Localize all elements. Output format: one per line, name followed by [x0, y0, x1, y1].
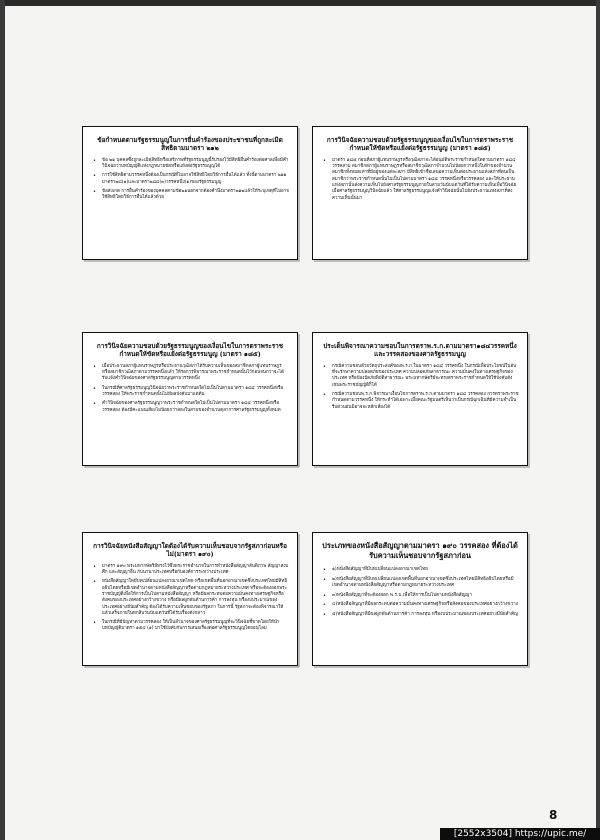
slide-title: การวินิจฉัยความชอบด้วยรัฐธรรมนูญของเงื่อนไขในการตราพระราชกำหนดให้ขัดหรือแย้งต่อรัฐธรรมนูญ (มาตรา ๑๘๕) [96, 342, 284, 359]
bullet-list [313, 364, 527, 411]
footer-text: [2552x3504] https://upic.me/ [453, 829, 587, 839]
bullet-icon: • [93, 173, 96, 180]
bullet-icon: • [93, 363, 96, 370]
bullet-icon: • [93, 579, 96, 586]
bullet-list [313, 158, 527, 202]
bullet-icon: • [323, 363, 326, 370]
scan-edge-right [596, 0, 600, 840]
slide-1 [82, 126, 298, 260]
page-number: 8 [549, 808, 558, 822]
bullet-icon: • [93, 385, 96, 392]
bullet-item: • มาตรา ๑๙๐ พระมหากษัตริย์ทรงไว้ซึ่งพระราชอำนาจในการทำหนังสือสัญญาสันติภาพ สัญญาสงบศึก และสัญญาอื่น กับนานาประเทศหรือกับองค์การระหว่างประเทศ [93, 563, 289, 576]
bullet-item: • ๕)หนังสือสัญญาที่มีผลผูกพันด้านการค้า การลงทุน หรืองบประมาณของประเทศอย่างมีนัยสำคัญ [323, 611, 518, 618]
scan-edge-top [0, 0, 600, 6]
slide-6 [312, 532, 528, 666]
bullet-list [83, 364, 297, 414]
bullet-list [83, 158, 297, 202]
bullet-item: • มาตรา ๑๘๕ ก่อนที่สภาผู้แทนราษฎรหรือวุฒิสภาจะได้อนุมัติพระราชกำหนดใดตามมาตรา ๑๘๔ วรรคสาม สมาชิกสภาผู้แทนราษฎรหรือสมาชิกวุฒิสภาจำนวนไม่น้อยกว่าหนึ่งในห้าของจำนวนสมาชิกทั้งหมดเท่าที่มีอยู่ของแต่ละสภา มีสิทธิเข้าชื่อเสนอความเห็นต่อประธานแห่งสภาที่ตนเป็นสมาชิกว่าพระราชกำหนดนั้นไม่เป็นไปตามมาตรา ๑๘๔ วรรคหนึ่งหรือวรรคสอง และให้ประธานแห่งสภานั้นส่งความเห็นไปยังศาลรัฐธรรมนูญภายในสามวันนับแต่วันที่ได้รับความเห็นเพื่อวินิจฉัย เมื่อศาลรัฐธรรมนูญวินิจฉัยแล้ว ให้ศาลรัฐธรรมนูญแจ้งคำวินิจฉัยนั้นไปยังประธานแห่งสภาที่ส่งความเห็นนั้นมา [323, 157, 517, 201]
slide-title: ประเด็นพิจารณาความชอบในการตราพ.ร.ก.ตามมาตรา๑๘๔วรรคหนึ่งและวรรคสองของศาลรัฐธรรมนูญ [323, 342, 517, 359]
bullet-item: • เมื่อประธานสภาผู้แทนราษฎรหรือประธานวุฒิสภาได้รับความเห็นของสมาชิกสภาผู้แทนราษฎรหรือสมาชิกวุฒิสภาตามวรรคหนึ่งแล้ว ให้รอการพิจารณาพระราชกำหนดนั้นไว้ก่อนจนกว่าจะได้รับแจ้งคำวินิจฉัยของศาลรัฐธรรมนูญตามวรรคหนึ่ง [93, 363, 284, 382]
bullet-item: • ในกรณีที่ศาลรัฐธรรมนูญวินิจฉัยว่าพระราชกำหนดใดไม่เป็นไปตามมาตรา ๑๘๔ วรรคหนึ่งหรือวรรคสอง ให้พระราชกำหนดนั้นไม่มีผลบังคับมาแต่ต้น [93, 385, 284, 397]
bullet-item: • ๒)หนังสือสัญญาที่มีบทเปลี่ยนแปลงเขตพื้นที่นอกอาณาเขตซึ่งประเทศไทยมีสิทธิอธิปไตยหรือมีเขตอำนาจตามหนังสือสัญญาหรือตามกฎหมายระหว่างประเทศ [323, 576, 514, 589]
bullet-icon: • [93, 620, 96, 627]
bullet-item: • กรณีความชอบด้วยวัตถุประสงค์ของพ.ร.ก.ในมาตรา ๑๘๔ วรรคหนึ่ง ในกรณีเพื่อประโยชน์ในอันที่จะรักษาความปลอดภัยของประเทศ ความปลอดภัยสาธารณะ ความมั่นคงในทางเศรษฐกิจของประเทศ หรือป้องปัดภัยพิบัติสาธารณะ พระมหากษัตริย์จะทรงตราพระราชกำหนดให้ใช้บังคับดังเช่นพระราชบัญญัติก็ได้ [323, 363, 517, 388]
slide-4 [312, 332, 528, 466]
bullet-list [313, 567, 527, 619]
bullet-icon: • [323, 602, 326, 609]
bullet-icon: • [323, 157, 326, 164]
bullet-icon: • [323, 576, 326, 583]
bullet-item: • ๔)หนังสือสัญญาที่มีผลกระทบต่อความมั่นคงทางเศรษฐกิจหรือสังคมของประเทศอย่างกว้างขวาง [323, 602, 518, 609]
bullet-icon: • [323, 567, 326, 573]
slide-5 [82, 532, 298, 666]
bullet-list [83, 564, 297, 633]
bullet-item: • คำวินิจฉัยของศาลรัฐธรรมนูญว่าพระราชกำหนดใดไม่เป็นไปตามมาตรา ๑๘๔ วรรคหนึ่งหรือวรรคสอง ต้องมีคะแนนเสียงไม่น้อยกว่าสองในสามของจำนวนตุลาการศาลรัฐธรรมนูญทั้งหมด [93, 401, 281, 413]
bullet-icon: • [93, 401, 96, 408]
bullet-item: • หนังสือสัญญาใดมีบทเปลี่ยนแปลงอาณาเขตไทย หรือเขตพื้นที่นอกอาณาเขตซึ่งประเทศไทยมีสิทธิอธิปไตยหรือมีเขตอำนาจตามหนังสือสัญญาหรือตามกฎหมายระหว่างประเทศ หรือจะต้องออกพระราชบัญญัติเพื่อให้การเป็นไปตามหนังสือสัญญา หรือมีผลกระทบต่อความมั่นคงทางเศรษฐกิจหรือสังคมของประเทศอย่างกว้างขวาง หรือมีผลผูกพันด้านการค้า การลงทุน หรืองบประมาณของประเทศอย่างมีนัยสำคัญ ต้องได้รับความเห็นชอบของรัฐสภา ในการนี้ รัฐสภาจะต้องพิจารณาให้แล้วเสร็จภายในหกสิบวันนับแต่วันที่ได้รับเรื่องดังกล่าว [93, 579, 288, 616]
bullet-item: • ข้อสังเกต การยื่นคำร้องของบุคคลตามข้อ๒๑นอกจากต้องคำนึงมาตรา๒๑๒แล้วให้ระบุเหตุที่ไม่อาจใช้สิทธิโดยวิธีการอื่นได้แล้วด้วย [93, 189, 289, 201]
bullet-item: • การใช้สิทธิตามวรรคหนึ่งต้องเป็นกรณีที่ไม่อาจใช้สิทธิโดยวิธีการอื่นได้แล้ว ทั้งนี้ตามมาตรา ๒๑๑ มาตรา๒๘(๑)และมาตรา๒๘๔(๓)วรรคหนึ่ง(๑)ของรัฐธรรมนูญ [93, 173, 287, 185]
bullet-icon: • [93, 563, 96, 570]
bullet-icon: • [93, 157, 96, 164]
slide-title: การวินิจฉัยความชอบด้วยรัฐธรรมนูญของเงื่อนไขในการตราพระราชกำหนดให้ขัดหรือแย้งต่อรัฐธรรมนูญ (มาตรา ๑๘๕) [326, 136, 514, 153]
bullet-icon: • [93, 189, 96, 195]
bullet-item: • กรณีความชอบพ.ร.ก.พิจารณาเงื่อนไขการตราพ.ร.ก.ตามมาตรา ๑๘๔ วรรคสอง การตราพระราชกำหนดตามวรรคหนึ่ง ให้กระทำได้เฉพาะเมื่อคณะรัฐมนตรีเห็นว่าเป็นกรณีฉุกเฉินที่มีความจำเป็นรีบด่วนอันมิอาจจะหลีกเลี่ยงได้ [323, 392, 519, 410]
bullet-item: • ๓)หนังสือสัญญาที่จะต้องออก พ.ร.บ.เพื่อให้การเป็นไปตามหนังสือสัญญา [323, 592, 472, 599]
bullet-item: • ในกรณีที่มีปัญหาตามวรรคสอง ให้เป็นอำนาจของศาลรัฐธรรมนูญที่จะวินิจฉัยชี้ขาดโดยให้นำบทบัญญัติมาตรา ๑๕๔ (๑) มาใช้บังคับกับการเสนอเรื่องต่อศาลรัฐธรรมนูญโดยอนุโลม [93, 620, 280, 632]
footer-bar [440, 828, 600, 840]
bullet-item: • ๑)หนังสือสัญญาที่มีบทเปลี่ยนแปลงอาณาเขตไทย [323, 567, 428, 573]
bullet-icon: • [323, 611, 326, 618]
slide-title: การวินิจฉัยหนังสือสัญญาใดต้องได้รับความเห็นชอบจากรัฐสภาก่อนหรือไม่(มาตรา ๑๙๐) [93, 542, 287, 559]
slide-3 [82, 332, 298, 466]
bullet-icon: • [323, 592, 326, 599]
slide-title: ประเภทของหนังสือสัญญาตามมาตรา ๑๙๐ วรรคสอง ที่ต้องได้รับความเห็นชอบจากรัฐสภาก่อน [322, 541, 518, 560]
scan-edge-left [0, 0, 5, 840]
bullet-icon: • [323, 392, 326, 398]
slide-2 [312, 126, 528, 260]
bullet-item: • ข้อ ๒๑ บุคคลซึ่งถูกละเมิดสิทธิหรือเสรีภาพที่รัฐธรรมนูญนี้รับรองไว้มีสิทธิยื่นคำร้องต่อศาลเพื่อมีคำวินิจฉัยว่าบทบัญญัติแห่งกฎหมายขัดหรือแย้งต่อรัฐธรรมนูญได้ [93, 157, 289, 170]
slide-title: ข้อกำหนดตามรัฐธรรมนูญในการยื่นคำร้องของประชาชนที่ถูกละเมิดสิทธิตามมาตรา ๒๑๒ [97, 136, 283, 153]
